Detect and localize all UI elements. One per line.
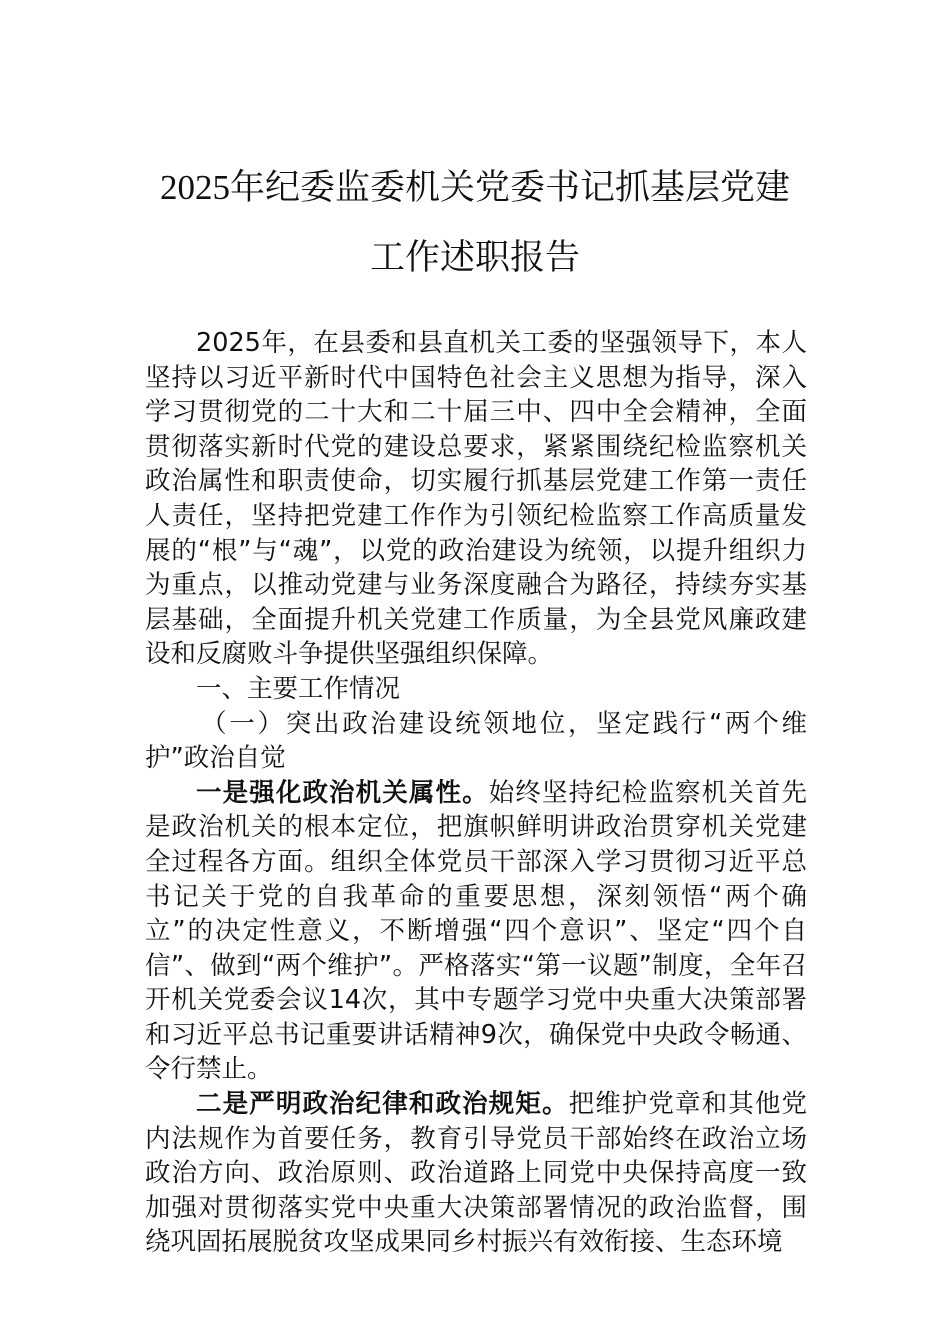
point-2-text: 把维护党章和其他党内法规作为首要任务，教育引导党员干部始终在政治立场政治方向、政治原则、政治道路上同党中央保持高度一致加强对贯彻落实党中央重大决策部署情况的政治监督，围绕巩固拓展脱贫攻坚成果同乡村振兴有效衔接、生态环境: [145, 1089, 807, 1258]
document-body: [145, 326, 807, 1260]
point-1-text: 始终坚持纪检监察机关首先是政治机关的根本定位，把旗帜鲜明讲政治贯穿机关党建全过程各方面。组织全体党员干部深入学习贯彻习近平总书记关于党的自我革命的重要思想，深刻领悟“两个确立”的决定性意义，不断增强“四个意识”、坚定“四个自信”、做到“两个维护”。严格落实“第一议题”制度，全年召开机关党委会议14次，其中专题学习党中央重大决策部署和习近平总书记重要讲话精神9次，确保党中央政令畅通、令行禁止。: [145, 777, 807, 1085]
point-1-lead: 一是强化政治机关属性。: [196, 777, 489, 808]
section-heading: 一、主要工作情况: [196, 673, 401, 704]
subsection-heading: （一）突出政治建设统领地位，坚定践行“两个维护”政治自觉: [145, 708, 807, 774]
intro-paragraph: 2025年，在县委和县直机关工委的坚强领导下，本人坚持以习近平新时代中国特色社会主义思想为指导，深入学习贯彻党的二十大和二十届三中、四中全会精神，全面贯彻落实新时代党的建设总要求，紧紧围绕纪检监察机关政治属性和职责使命，切实履行抓基层党建工作第一责任人责任，坚持把党建工作作为引领纪检监察工作高质量发展的“根”与“魂”，以党的政治建设为统领，以提升组织力为重点，以推动党建与业务深度融合为路径，持续夯实基层基础，全面提升机关党建工作质量，为全县党风廉政建设和反腐败斗争提供坚强组织保障。: [145, 328, 807, 670]
point-2-lead: 二是严明政治纪律和政治规矩。: [196, 1089, 569, 1120]
point-2-paragraph: [145, 1087, 807, 1260]
document-title-line-2: 工作述职报告: [369, 238, 580, 277]
document-title-line-1: 2025年纪委监委机关党委书记抓基层党建: [159, 168, 790, 207]
point-1-paragraph: [145, 776, 807, 1087]
